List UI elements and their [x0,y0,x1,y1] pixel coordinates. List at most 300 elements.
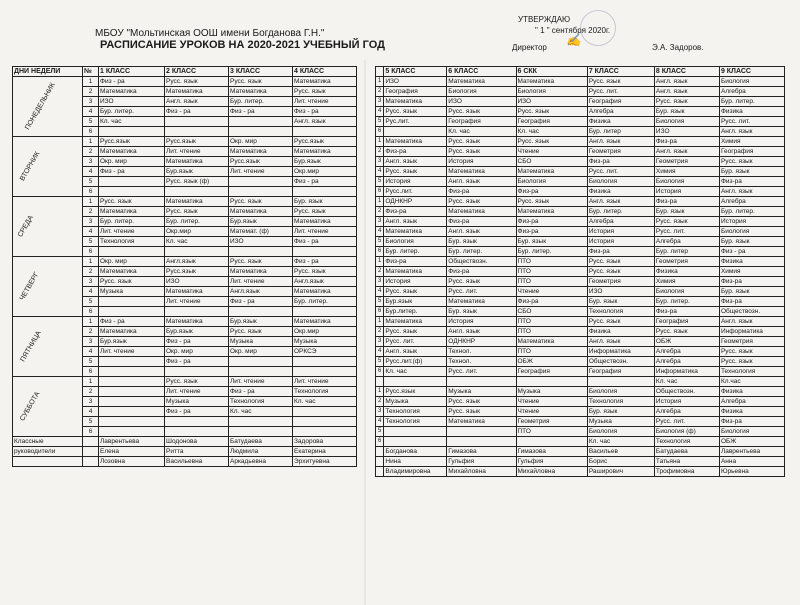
lesson-cell: Математика [229,207,293,217]
lesson-cell: Англ. язык [165,97,229,107]
lesson-number: 2 [376,87,384,97]
lesson-cell: Математика [165,287,229,297]
lesson-cell: Англ. язык [587,337,654,347]
lesson-cell: Биология [654,177,719,187]
lesson-cell: История [587,227,654,237]
lesson-cell: Математика [293,287,357,297]
lesson-cell: Кл. час [447,127,516,137]
lesson-cell: Математика [384,317,447,327]
lesson-cell: Физика [587,327,654,337]
day-name: ВТОРНИК [19,150,42,183]
lesson-cell [99,367,165,377]
table-row [376,137,785,147]
table-row [376,157,785,167]
table-row [376,377,785,387]
lesson-cell: СБО [516,157,587,167]
lesson-cell [293,407,357,417]
lesson-number: 2 [83,387,99,397]
lesson-cell [99,307,165,317]
lesson-cell: Русс. язык [293,267,357,277]
lesson-cell: Физ-ра [719,277,784,287]
lesson-cell: Алгебра [654,237,719,247]
leader-name: Васильев [587,447,654,457]
lesson-number: 2 [376,397,384,407]
lesson-cell [165,367,229,377]
table-row [376,207,785,217]
lesson-number: 4 [376,167,384,177]
lesson-cell: Технол. [447,347,516,357]
lesson-cell: Информатика [719,327,784,337]
lesson-cell: Физ - ра [165,107,229,117]
lesson-cell: Технология [293,387,357,397]
table-row [376,257,785,267]
lesson-cell: Физ-ра [516,187,587,197]
leaders-label [13,457,83,467]
lesson-cell [229,417,293,427]
lesson-cell: Обществозн. [719,307,784,317]
table-row [376,307,785,317]
lesson-cell: Физ-ра [447,187,516,197]
table-row [376,297,785,307]
lesson-cell: Бур. литер. [384,247,447,257]
lesson-cell: Математика [293,77,357,87]
lesson-cell: Русс. язык [293,207,357,217]
school-name: МБОУ "Мольтинская ООШ имени Богданова Г.Н." [95,28,325,39]
table-row [376,167,785,177]
lesson-cell: Биология [654,117,719,127]
column-header: 1 КЛАСС [99,67,165,77]
lesson-number: 5 [83,237,99,247]
lesson-number: 2 [83,207,99,217]
lesson-cell: Бур. язык [654,207,719,217]
lesson-cell: Рус.лит. [384,117,447,127]
lesson-cell: Химия [719,137,784,147]
leader-name: Васильевна [165,457,229,467]
lesson-cell: ПТО [516,257,587,267]
lesson-cell: Русс. лит. [654,227,719,237]
column-header: 2 КЛАСС [165,67,229,77]
lesson-cell: Русс. язык [719,347,784,357]
left-schedule-table [12,66,357,467]
lesson-cell: Музыка [293,337,357,347]
lesson-cell: История [447,157,516,167]
lesson-cell: Алгебра [587,217,654,227]
lesson-cell: Алгебра [654,407,719,417]
lesson-cell: География [587,367,654,377]
lesson-cell: Чтение [516,397,587,407]
table-row [376,197,785,207]
lesson-number: 2 [376,267,384,277]
lesson-cell: Музыка [447,387,516,397]
leader-name: Людмила [229,447,293,457]
leader-name [376,467,384,477]
lesson-cell: Музыка [99,287,165,297]
leaders-label: Классные [13,437,83,447]
lesson-cell: Алгебра [654,347,719,357]
lesson-number: 2 [83,327,99,337]
lesson-number: 4 [83,167,99,177]
lesson-cell: Музыка [516,387,587,397]
lesson-cell: География [516,117,587,127]
lesson-cell: Англ. язык [719,317,784,327]
lesson-cell: История [719,217,784,227]
lesson-cell: Лит. чтение [165,297,229,307]
lesson-cell: Физ - ра [719,247,784,257]
lesson-cell: Биология [719,227,784,237]
lesson-cell: Бур. литер. [719,97,784,107]
lesson-cell: Физ - ра [165,407,229,417]
lesson-cell: Англ. язык [654,147,719,157]
lesson-cell: Бур. язык [719,237,784,247]
lesson-number: 4 [83,407,99,417]
lesson-cell: ПТО [516,427,587,437]
lesson-cell [165,307,229,317]
table-row [13,377,357,387]
leader-name: Ритта [165,447,229,457]
leader-name: Гимазова [516,447,587,457]
column-header: 6 КЛАСС [447,67,516,77]
lesson-cell [447,377,516,387]
table-row [376,407,785,417]
lesson-cell: Лит. чтение [293,227,357,237]
lesson-cell: Русс. язык [447,197,516,207]
director-label: Директор [512,43,547,52]
day-label [13,197,83,257]
lesson-cell: История [447,317,516,327]
lesson-cell: География [516,367,587,377]
lesson-cell: Англ. язык [587,197,654,207]
leader-name: Гульфия [516,457,587,467]
lesson-cell: Биология [587,427,654,437]
lesson-cell: ИЗО [447,97,516,107]
lesson-number: 1 [376,257,384,267]
director-name: Э.А. Задоров. [652,43,704,52]
lesson-cell: Алгебра [719,87,784,97]
lesson-number: 5 [83,117,99,127]
lesson-cell: ПТО [516,267,587,277]
lesson-cell: Бур. язык [587,407,654,417]
leader-name: Лозовна [99,457,165,467]
lesson-number: 6 [83,127,99,137]
lesson-cell: Русс. язык [654,327,719,337]
leader-name: Борис [587,457,654,467]
lesson-cell: Русс. лит. [719,117,784,127]
lesson-cell: Окр.мир [293,167,357,177]
lesson-cell [516,437,587,447]
leader-name: Богданова [384,447,447,457]
lesson-cell: Русс. язык [229,77,293,87]
table-row [376,87,785,97]
lesson-cell: Физика [587,187,654,197]
lesson-cell: Лит. чтение [293,97,357,107]
lesson-cell: Технология [654,437,719,447]
lesson-cell: ПТО [516,347,587,357]
lesson-cell: Русс.лит.(ф) [384,357,447,367]
lesson-cell: Русс.лит. [384,187,447,197]
lesson-cell [229,307,293,317]
column-header: 3 КЛАСС [229,67,293,77]
lesson-cell: Математика [516,167,587,177]
lesson-cell: Биология [384,237,447,247]
lesson-number: 2 [83,87,99,97]
lesson-cell: Кл. час [654,377,719,387]
lesson-cell [165,117,229,127]
lesson-cell [293,357,357,367]
lesson-cell: Биология [587,387,654,397]
lesson-cell: Физ-ра [384,147,447,157]
lesson-number: 6 [83,367,99,377]
lesson-cell: Русс. язык [165,377,229,387]
lesson-cell: Бур. язык [719,167,784,177]
leader-name: Екатерина [293,447,357,457]
lesson-number: 1 [83,77,99,87]
column-header: 6 СКК [516,67,587,77]
lesson-cell: Физ - ра [293,177,357,187]
lesson-cell: Англ. язык [654,77,719,87]
lesson-cell [293,307,357,317]
lesson-cell: ПТО [516,327,587,337]
lesson-cell: Англ. язык [719,187,784,197]
lesson-cell: Физ - ра [229,107,293,117]
lesson-cell [229,247,293,257]
leader-name: Анна [719,457,784,467]
lesson-cell: Русс. язык [447,407,516,417]
leader-name: Эрхитуевна [293,457,357,467]
lesson-number: 6 [376,437,384,447]
lesson-cell: Бур. литер. [165,217,229,227]
lesson-cell: Технология [229,397,293,407]
leader-name: Задорова [293,437,357,447]
column-header: 5 КЛАСС [384,67,447,77]
lesson-cell: Геометрия [516,417,587,427]
lesson-cell: Информатика [587,347,654,357]
day-label [13,137,83,197]
lesson-cell: Бур. литер. [654,297,719,307]
lesson-cell: Англ. язык [587,137,654,147]
lesson-cell: Геометрия [654,257,719,267]
lesson-cell: Математика [165,157,229,167]
lesson-number: 5 [376,177,384,187]
lesson-cell: Геометрия [719,337,784,347]
lesson-cell: Англ.язык [165,257,229,267]
lesson-cell [293,417,357,427]
lesson-number: 3 [83,397,99,407]
lesson-cell: Лит. чтение [229,277,293,287]
director-signature: ✍ [566,33,581,47]
lesson-cell: ОДНКНР [384,197,447,207]
lesson-cell: Русс. язык [587,317,654,327]
day-label [13,257,83,317]
lesson-cell: ИЗО [229,237,293,247]
lesson-cell: Русс. язык (ф) [165,177,229,187]
lesson-cell: Физ - ра [293,107,357,117]
lesson-cell: Окр. мир [99,157,165,167]
leaders-spacer [83,447,99,457]
lesson-cell: Алгебра [587,107,654,117]
lesson-cell: Русс. язык [447,397,516,407]
lesson-number: 6 [376,247,384,257]
lesson-cell: Русс. лит. [587,87,654,97]
lesson-cell: Русс.язык [384,387,447,397]
lesson-cell: Кл. час [587,437,654,447]
lesson-cell: Химия [719,267,784,277]
day-name: СРЕДА [16,214,35,239]
lesson-cell: Физ-ра [384,207,447,217]
lesson-cell: Математика [447,77,516,87]
lesson-number: 3 [376,407,384,417]
leader-name: Михайловна [447,467,516,477]
lesson-cell: Геометрия [654,157,719,167]
lesson-cell: Бур. литер. [99,217,165,227]
table-row [13,197,357,207]
lesson-cell: Математика [99,87,165,97]
lesson-cell: Бур. литер. [229,97,293,107]
lesson-cell: География [384,87,447,97]
lesson-cell: Физ - ра [99,167,165,177]
lesson-number [376,377,384,387]
lesson-cell: ИЗО [384,77,447,87]
lesson-cell: Русс. язык [293,87,357,97]
leader-name: Нина [384,457,447,467]
lesson-cell: Русс.язык [99,137,165,147]
lesson-cell: ОРКСЭ [293,347,357,357]
lesson-number: 6 [83,427,99,437]
lesson-cell: Кл. час [99,117,165,127]
leader-name [376,447,384,457]
lesson-cell: Бур. литер. [447,247,516,257]
table-row [376,367,785,377]
lesson-cell [99,177,165,187]
leader-name: Лаврентьева [719,447,784,457]
lesson-cell [229,427,293,437]
lesson-cell: Лит. чтение [293,377,357,387]
lesson-cell: Математика [384,97,447,107]
lesson-cell: Физика [587,117,654,127]
lesson-cell: Англ.язык [229,287,293,297]
lesson-cell: Окр. мир [229,347,293,357]
lesson-cell: Русс. язык [165,207,229,217]
lesson-number: 4 [376,417,384,427]
lesson-cell: Физ-ра [447,267,516,277]
lesson-cell: Бур.язык [293,157,357,167]
right-schedule-table [375,66,785,477]
lesson-cell: Физ-ра [654,197,719,207]
lesson-cell [384,127,447,137]
lesson-cell: Англ. язык [447,177,516,187]
table-row [376,427,785,437]
table-row [376,237,785,247]
leader-name: Лаврентьева [99,437,165,447]
lesson-cell: Русс. язык [447,277,516,287]
lesson-cell: ОБЖ [719,437,784,447]
lesson-number: 1 [376,137,384,147]
lesson-cell: Биология [587,177,654,187]
lesson-cell: Физика [719,387,784,397]
lesson-cell: Математика [384,137,447,147]
lesson-cell: ИЗО [587,287,654,297]
table-row [376,357,785,367]
leader-name: Батудаева [229,437,293,447]
leaders-label: руководители [13,447,83,457]
table-row [376,417,785,427]
lesson-cell: Бур. литер [654,247,719,257]
lesson-cell: Обществозн. [587,357,654,367]
lesson-number: 3 [83,157,99,167]
lesson-number: 4 [83,227,99,237]
lesson-cell: Бур. язык [719,287,784,297]
lesson-cell: История [384,277,447,287]
lesson-cell: Бур. язык [447,307,516,317]
lesson-number: 1 [376,197,384,207]
lesson-cell: Русс. язык [587,77,654,87]
lesson-cell: Англ.язык [293,277,357,287]
lesson-cell: Математика [99,147,165,157]
lesson-cell: Биология [719,77,784,87]
lesson-cell [293,367,357,377]
lesson-number: 4 [376,347,384,357]
lesson-cell: Окр. мир [99,257,165,267]
day-label [13,77,83,137]
table-row [376,337,785,347]
lesson-cell: ИЗО [99,97,165,107]
lesson-number: 3 [376,277,384,287]
lesson-cell: Биология [447,87,516,97]
lesson-cell: Лит. чтение [229,377,293,387]
page-fold [364,60,366,605]
lesson-cell: ПТО [516,277,587,287]
lesson-cell: Математика [516,207,587,217]
lesson-cell [99,387,165,397]
table-row [376,117,785,127]
lesson-cell: Русс. язык [384,107,447,117]
lesson-cell: Музыка [587,417,654,427]
lesson-cell: Музыка [229,337,293,347]
lesson-number: 3 [376,97,384,107]
lesson-cell: Лит. чтение [229,167,293,177]
lesson-cell: Русс. лит. [447,367,516,377]
lesson-cell: Геометрия [587,277,654,287]
lesson-cell: Химия [654,277,719,287]
lesson-cell: ИЗО [654,127,719,137]
table-row [376,317,785,327]
lesson-cell: Бур.язык [99,337,165,347]
table-row [13,137,357,147]
leader-name: Юрьевна [719,467,784,477]
lesson-cell: Кл. час [165,237,229,247]
lesson-cell: Физ-ра [516,297,587,307]
lesson-cell: Физ-ра [719,417,784,427]
lesson-number: 4 [83,347,99,357]
lesson-cell: Математика [293,317,357,327]
lesson-cell: Физ-ра [587,247,654,257]
lesson-cell: Англ. язык [719,127,784,137]
table-row [376,267,785,277]
column-header: 8 КЛАСС [654,67,719,77]
lesson-cell: Физ - ра [293,237,357,247]
lesson-cell: Лит. чтение [165,387,229,397]
lesson-cell: Русс. язык [165,77,229,87]
lesson-cell: Биология [516,87,587,97]
lesson-cell: Русс. язык [229,197,293,207]
lesson-cell: Бур. язык [587,297,654,307]
lesson-cell: Математика [384,227,447,237]
lesson-number: 2 [376,207,384,217]
lesson-number: 1 [83,377,99,387]
lesson-cell: Бур.язык [165,167,229,177]
lesson-cell: Технология [587,397,654,407]
lesson-cell [447,427,516,437]
lesson-number: 6 [83,247,99,257]
